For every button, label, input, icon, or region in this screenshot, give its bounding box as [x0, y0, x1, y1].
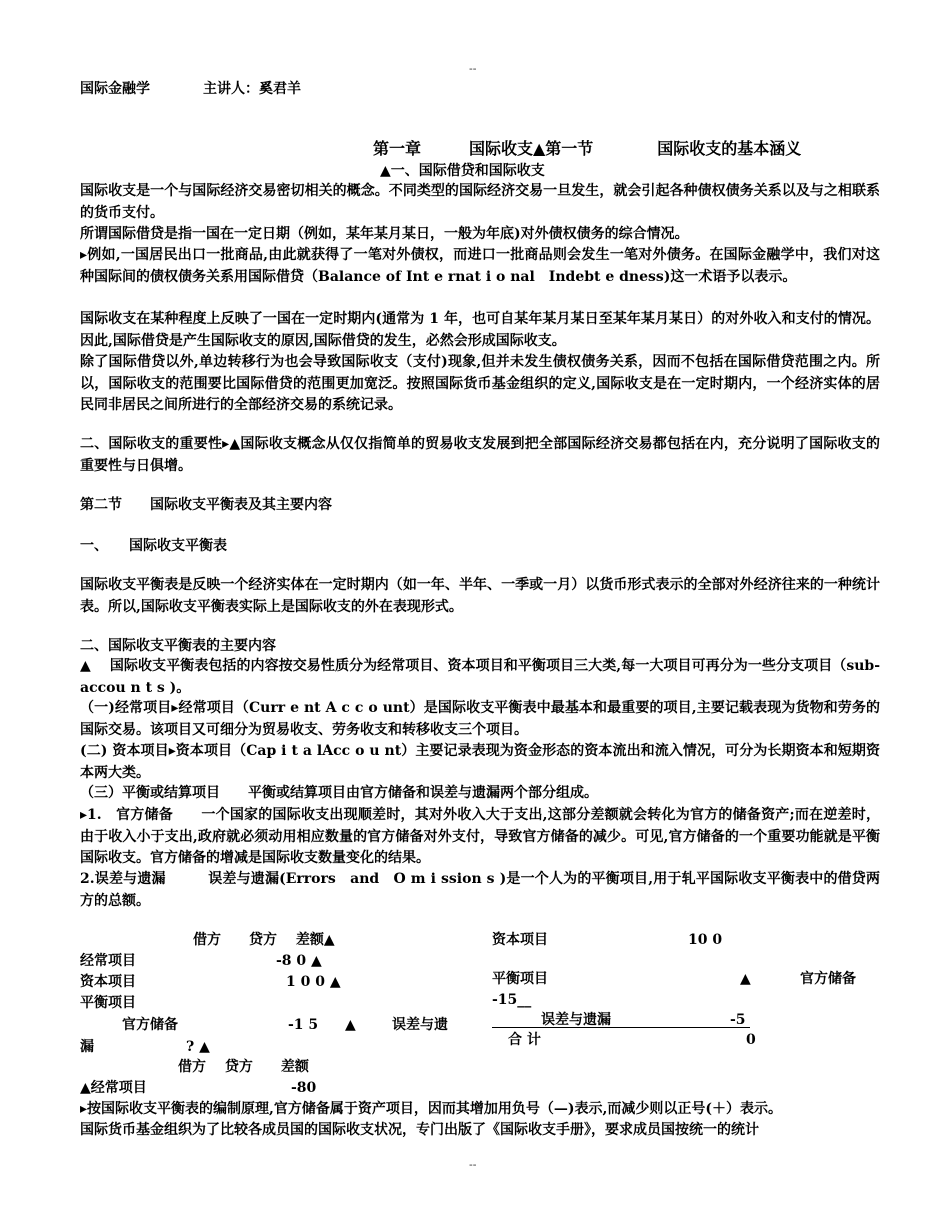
paragraph-3: ▸例如,一国居民出口一批商品,由此就获得了一笔对外债权，而进口一批商品则会发生一笔对外债务。在国际金融学中，我们对这种国际间的债权债务关系用国际借贷（Balance of Int e rnat i o nal Indebt e dness)这一术语予以表示。	[80, 247, 880, 285]
lecturer: 主讲人：奚君羊	[203, 81, 301, 97]
table-header-1: 借方 贷方 差额▲	[193, 932, 335, 948]
paragraph-importance: 二、国际收支的重要性▸▲国际收支概念从仅仅指简单的贸易收支发展到把全部国际经济交易都包括在内，充分说明了国际收支的重要性与日俱增。	[80, 436, 880, 474]
row-label-current-2: ▲经常项目	[80, 1080, 147, 1096]
row-label-errors: 误差与遗	[392, 1017, 448, 1033]
page-mark-bottom: --	[469, 1158, 477, 1171]
r-row-label-balancing: 平衡项目	[492, 971, 548, 987]
r-row-value-capital: 10 0	[688, 932, 723, 948]
r-row-value-total: 0	[746, 1032, 756, 1048]
row-value-current: -8 0 ▲	[276, 953, 322, 969]
r-triangle-marker: ▲	[740, 971, 751, 987]
r-row-label-capital: 资本项目	[492, 932, 548, 948]
page-mark-top: --	[469, 62, 477, 75]
section-1-title: ▲一、国际借贷和国际收支	[380, 163, 545, 179]
row-value-current-2: -80	[291, 1080, 317, 1096]
row-label-reserves: 官方储备	[122, 1017, 178, 1033]
row-label-balancing: 平衡项目	[80, 995, 136, 1011]
paragraph-errors-omissions: 2.误差与遗漏 误差与遗漏(Errors and O m i ssion s )是一个人为的平衡项目,用于轧平国际收支平衡表中的借贷两方的总额。	[80, 871, 880, 909]
row-label-errors-cont: 漏	[80, 1039, 94, 1055]
row-label-capital: 资本项目	[80, 974, 136, 990]
paragraph-imf-manual: 国际货币基金组织为了比较各成员国的国际收支状况，专门出版了《国际收支手册》，要求成员国按统一的统计	[80, 1122, 759, 1138]
paragraph-balancing-items: （三）平衡或结算项目 平衡或结算项目由官方储备和误差与遗漏两个部分组成。	[80, 785, 598, 801]
row-value-reserves: -1 5	[288, 1017, 319, 1033]
paragraph-1: 国际收支是一个与国际经济交易密切相关的概念。不同类型的国际经济交易一旦发生，就会引起各种债权债务关系以及与之相联系的货币支付。	[80, 183, 880, 221]
subsection-1-title: 一、 国际收支平衡表	[80, 538, 227, 554]
paragraph-8: ▲ 国际收支平衡表包括的内容按交易性质分为经常项目、资本项目和平衡项目三大类,每一大项目可再分为一些分支项目（sub-accou n t s )。	[80, 658, 880, 696]
row-label-current: 经常项目	[80, 953, 136, 969]
chapter-title: 第一章 国际收支▲第一节 国际收支的基本涵义	[373, 139, 802, 158]
row-value-errors: ? ▲	[186, 1039, 210, 1055]
table-header-2: 借方 贷方 差额	[178, 1059, 309, 1075]
paragraph-capital-account: (二) 资本项目▸资本项目（Cap i t a lAcc o u nt）主要记录表现为资金形态的资本流出和流入情况，可分为长期资本和短期资本两大类。	[80, 743, 880, 781]
r-row-label-errors: 误差与遗漏	[541, 1012, 611, 1028]
r-row-value-errors: -5	[730, 1012, 746, 1028]
r-row-value-reserves: -15__	[492, 992, 532, 1008]
paragraph-2: 所谓国际借贷是指一国在一定日期（例如，某年某月某日，一般为年底)对外债权债务的综合情况。	[80, 226, 689, 242]
subsection-2-title: 二、国际收支平衡表的主要内容	[80, 638, 276, 654]
paragraph-7: 国际收支平衡表是反映一个经济实体在一定时期内（如一年、半年、一季或一月）以货币形式表示的全部对外经济往来的一种统计表。所以,国际收支平衡表实际上是国际收支的外在表现形式。	[80, 577, 880, 615]
paragraph-sign-convention: ▸按国际收支平衡表的编制原理,官方储备属于资产项目，因而其增加用负号（—)表示,而减少则以正号(＋）表示。	[80, 1101, 783, 1117]
paragraph-official-reserves: ▸1. 官方储备 一个国家的国际收支出现顺差时，其对外收入大于支出,这部分差额就会转化为官方的储备资产;而在逆差时，由于收入小于支出,政府就必须动用相应数量的官方储备对外支付，导致官方储备的减少。可见,官方储备的一个重要功能就是平衡国际收支。官方储备的增减是国际收支数量变化的结果。	[80, 807, 880, 866]
r-row-label-reserves: 官方储备	[800, 971, 856, 987]
r-row-label-total: 合 计	[508, 1032, 541, 1048]
paragraph-4: 国际收支在某种程度上反映了一国在一定时期内(通常为 1 年，也可自某年某月某日至某年某月某日）的对外收入和支付的情况。因此,国际借贷是产生国际收支的原因,国际借贷的发生，必然会形成国际收支。	[80, 311, 880, 349]
triangle-marker: ▲	[345, 1017, 356, 1033]
paragraph-current-account: （一)经常项目▸经常项目（Curr e nt A c c o unt）是国际收支平衡表中最基本和最重要的项目,主要记载表现为货物和劳务的国际交易。该项目又可细分为贸易收支、劳务收支和转移收支三个项目。	[80, 700, 880, 738]
row-value-capital: 1 0 0 ▲	[286, 974, 341, 990]
course-name: 国际金融学	[80, 81, 150, 97]
section-2-title: 第二节 国际收支平衡表及其主要内容	[80, 497, 332, 513]
paragraph-5: 除了国际借贷以外,单边转移行为也会导致国际收支（支付)现象,但并未发生债权债务关系，因而不包括在国际借贷范围之内。所以，国际收支的范围要比国际借贷的范围更加宽泛。按照国际货币基金组织的定义,国际收支是在一定时期内，一个经济实体的居民同非居民之间所进行的全部经济交易的系统记录。	[80, 354, 880, 413]
r-total-rule	[492, 1027, 750, 1028]
